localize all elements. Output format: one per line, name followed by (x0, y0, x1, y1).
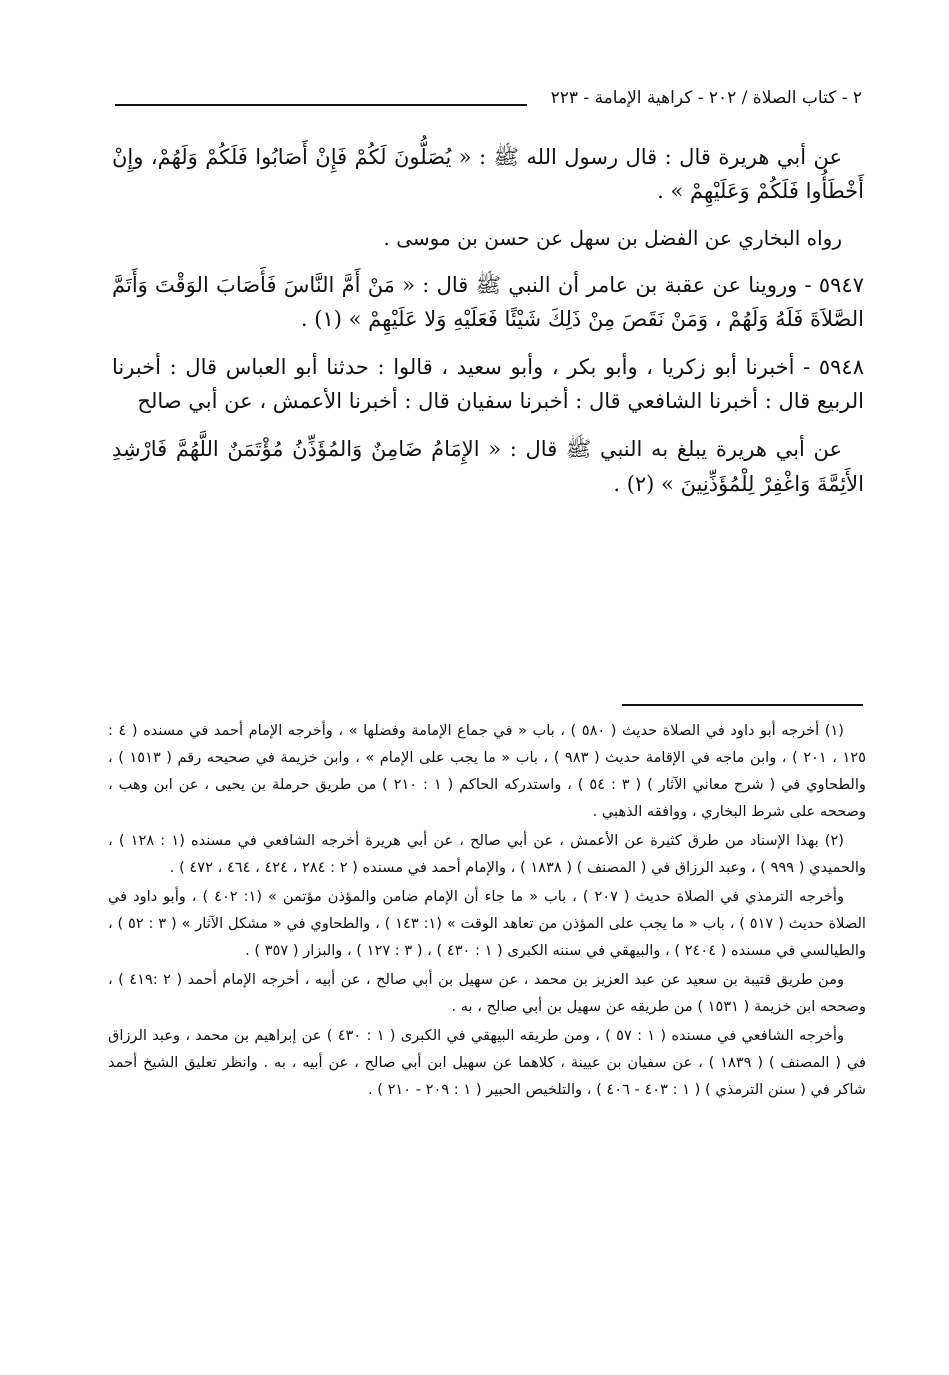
footnote-2-continued-a: وأخرجه الترمذي في الصلاة حديث ( ٢٠٧ ) ، باب « ما جاء أن الإمام ضامن والمؤذن مؤتمن » (١: ٤٠٢ ) ، وأبو داود في الصلاة حديث ( ٥١٧ ) ، باب « ما يجب على المؤذن من تعاهد الوقت » (١: ١٤٣ ) ، والطحاوي في « مشكل الآثار » ( ٣ : ٥٢ ) ، والطيالسي في مسنده ( ٢٤٠٤ ) ، والبيهقي في سننه الكبرى ( ١ : ٤٣٠ ) ، ( ٣ : ١٢٧ ) ، والبزار ( ٣٥٧ ) . (108, 887, 866, 959)
footnote-1: (١) أخرجه أبو داود في الصلاة حديث ( ٥٨٠ ) ، باب « في جماع الإمامة وفضلها » ، وأخرجه الإمام أحمد في مسنده ( ٤ : ١٢٥ ، ٢٠١ ) ، وابن ماجه في الإقامة حديث ( ٩٨٣ ) ، باب « ما يجب على الإمام » ، وابن خزيمة في صحيحه رقم ( ١٥١٣ ) ، والطحاوي في ( شرح معاني الآثار ) ( ٣ : ٥٤ ) ، واستدركه الحاكم ( ١ : ٢١٠ ) من طريق حرملة بن يحيى ، عن ابن وهب ، وصححه على شرط البخاري ، ووافقه الذهبي . (108, 722, 866, 820)
main-text (112, 140, 864, 515)
footnote-2-continued-b: ومن طريق قتيبة بن سعيد عن عبد العزيز بن محمد ، عن سهيل بن أبي صالح ، عن أبيه ، أخرجه الإمام أحمد ( ٢ :٤١٩ ) ، وصححه ابن خزيمة ( ١٥٣١ ) من طريقه عن سهيل بن أبي صالح ، به . (108, 970, 866, 1015)
running-title: ٢ - كتاب الصلاة / ٢٠٢ - كراهية الإمامة - ٢٢٣ (550, 88, 862, 108)
hadith-5948-text: عن أبي هريرة يبلغ به النبي ﷺ قال : « الإِمَامُ ضَامِنٌ وَالمُؤَذِّنُ مُؤْتَمَنٌ اللَّهُمَّ فَارْشِدِ الأَئِمَّةَ وَاغْفِرْ لِلْمُؤَذِّنِينَ » (٢) . (112, 437, 864, 496)
hadith-5947: ٥٩٤٧ - وروينا عن عقبة بن عامر أن النبي ﷺ قال : « مَنْ أَمَّ النَّاسَ فَأَصَابَ الوَقْتَ وَأَتَمَّ الصَّلاَةَ فَلَهُ وَلَهُمْ ، وَمَنْ نَقَصَ مِنْ ذَلِكَ شَيْئًا فَعَلَيْهِ وَلا عَلَيْهِمْ » (١) . (112, 273, 864, 332)
footnote-separator (622, 704, 863, 706)
footnotes (108, 718, 866, 1106)
narration-note: رواه البخاري عن الفضل بن سهل عن حسن بن موسى . (383, 226, 842, 251)
page-header (115, 88, 862, 114)
footnote-2-continued-c: وأخرجه الشافعي في مسنده ( ١ : ٥٧ ) ، ومن طريقه البيهقي في الكبرى ( ١ : ٤٣٠ ) عن إبراهيم بن محمد ، وعبد الرزاق في ( المصنف ) ( ١٨٣٩ ) ، عن سفيان بن عيينة ، كلاهما عن سهيل ابن أبي صالح ، عن أبيه ، به . وانظر تعليق الشيخ أحمد شاكر في ( سنن الترمذي ) ( ١ : ٤٠٣ - ٤٠٦ ) ، والتلخيص الحبير ( ١ : ٢٠٩ - ٢١٠ ) . (108, 1026, 866, 1098)
footnote-2: (٢) بهذا الإسناد من طرق كثيرة عن الأعمش ، عن أبي صالح ، عن أبي هريرة أخرجه الشافعي في مسنده (١ : ١٢٨ ) ، والحميدي ( ٩٩٩ ) ، وعبد الرزاق في ( المصنف ) ( ١٨٣٨ ) ، والإمام أحمد في مسنده ( ٢ : ٢٨٤ ، ٤٢٤ ، ٤٦٤ ، ٤٧٢ ) . (108, 831, 866, 876)
hadith-paragraph-1: عن أبي هريرة قال : قال رسول الله ﷺ : « يُصَلُّونَ لَكُمْ فَإِنْ أَصَابُوا فَلَكُمْ وَلَهُمْ، وإِنْ أَخْطَأُوا فَلَكُمْ وَعَلَيْهِمْ » . (112, 145, 864, 204)
hadith-5948-chain: ٥٩٤٨ - أخبرنا أبو زكريا ، وأبو بكر ، وأبو سعيد ، قالوا : حدثنا أبو العباس قال : أخبرنا الربيع قال : أخبرنا الشافعي قال : أخبرنا سفيان قال : أخبرنا الأعمش ، عن أبي صالح (112, 355, 864, 414)
header-rule (115, 104, 527, 106)
